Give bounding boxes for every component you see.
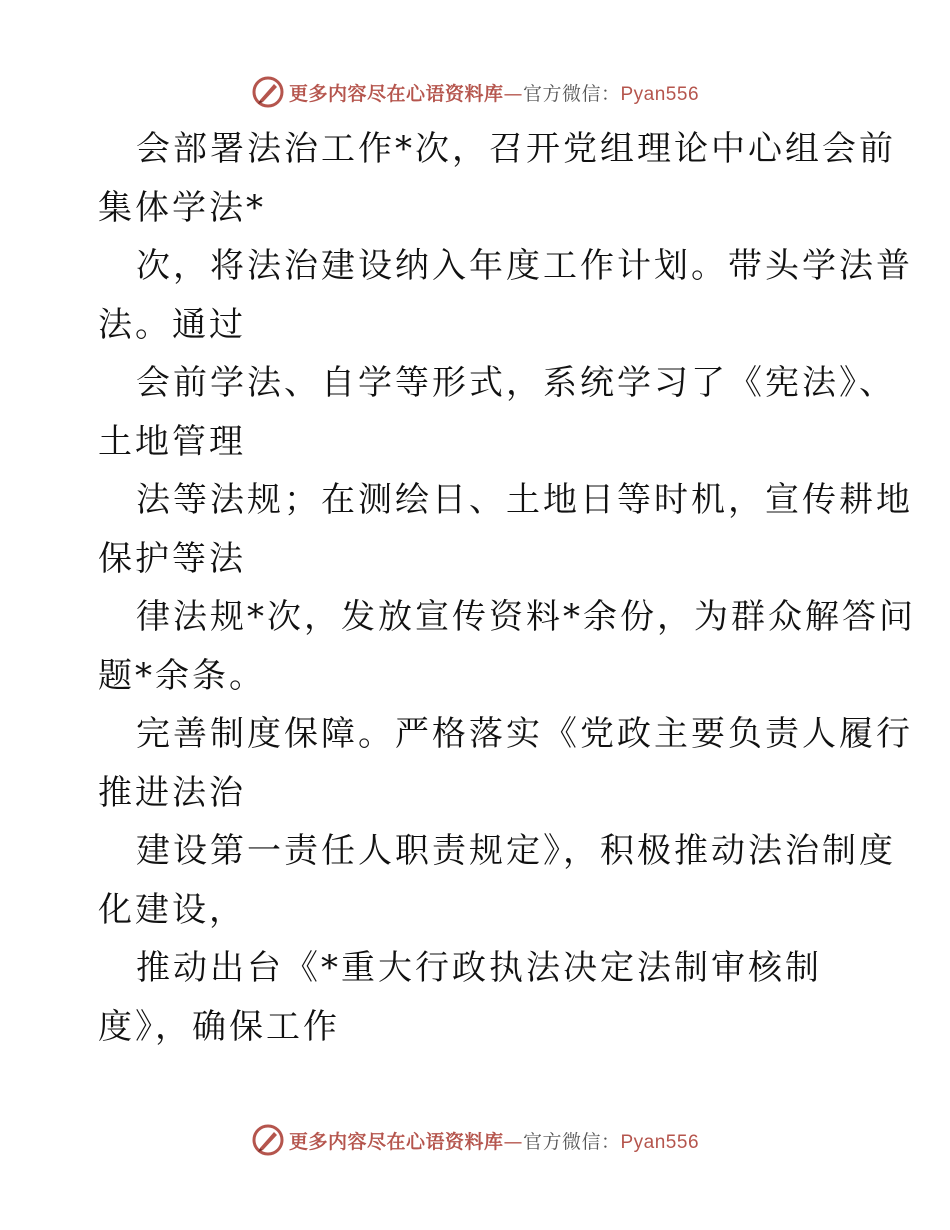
- body-line: 保护等法: [98, 538, 246, 579]
- body-line: 土地管理: [98, 421, 246, 462]
- body-line: 会部署法治工作*次，召开党组理论中心组会前: [136, 129, 896, 169]
- banner-wechat-id: Pyan556: [620, 83, 700, 105]
- banner-text: [289, 1127, 699, 1154]
- banner-wechat-id: Pyan556: [620, 1131, 700, 1153]
- banner-main-text: 更多内容尽在心语资料库: [288, 82, 504, 105]
- body-line: 题*余条。: [98, 655, 266, 696]
- body-line: 会前学法、自学等形式，系统学习了《宪法》、: [136, 363, 896, 403]
- body-line: 建设第一责任人职责规定》，积极推动法治制度: [136, 831, 896, 871]
- header-banner: [0, 72, 950, 112]
- pen-logo-icon: [251, 1123, 285, 1157]
- banner-dash: —: [503, 1130, 523, 1153]
- body-line: 次，将法治建设纳入年度工作计划。带头学法普: [136, 246, 913, 286]
- body-line: 推动出台《*重大行政执法决定法制审核制: [136, 948, 822, 988]
- body-line: 完善制度保障。严格落实《党政主要负责人履行: [136, 714, 913, 754]
- document-body: [98, 120, 916, 1056]
- body-line: 律法规*次，发放宣传资料*余份，为群众解答问: [136, 597, 916, 637]
- banner-dash: —: [503, 82, 523, 105]
- body-line: 化建设，: [98, 889, 246, 930]
- banner-text: [289, 79, 699, 106]
- body-line: 度》，确保工作: [98, 1006, 340, 1047]
- body-line: 法。通过: [98, 304, 246, 345]
- body-line: 集体学法*: [98, 187, 266, 228]
- banner-wechat-label: 官方微信：: [522, 1130, 621, 1153]
- banner-main-text: 更多内容尽在心语资料库: [288, 1130, 504, 1153]
- footer-banner: [0, 1120, 950, 1160]
- banner-wechat-label: 官方微信：: [522, 82, 621, 105]
- body-line: 法等法规；在测绘日、土地日等时机，宣传耕地: [136, 480, 913, 520]
- pen-logo-icon: [251, 75, 285, 109]
- body-line: 推进法治: [98, 772, 246, 813]
